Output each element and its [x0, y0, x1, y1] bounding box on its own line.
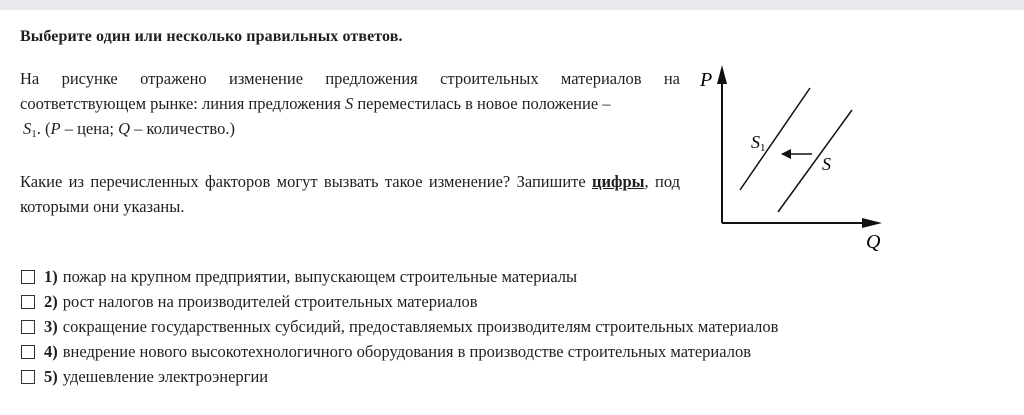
supply-curve-s	[778, 110, 852, 212]
s1-subscript: 1	[31, 128, 37, 140]
option-number: 5)	[44, 366, 58, 386]
option-4[interactable]	[21, 339, 778, 364]
option-2[interactable]	[21, 289, 778, 314]
p1-text-4: – цена;	[60, 119, 119, 138]
option-1-checkbox[interactable]	[21, 270, 35, 284]
supply-shift-graph	[692, 60, 892, 255]
y-axis-arrow-icon	[717, 65, 727, 84]
s-label: S	[822, 154, 831, 174]
option-5-checkbox[interactable]	[21, 370, 35, 384]
option-number: 4)	[44, 341, 58, 361]
question-paragraph-2	[20, 169, 680, 219]
y-axis-label: P	[700, 69, 713, 91]
option-5[interactable]	[21, 364, 778, 389]
question-paragraph-1	[20, 66, 680, 147]
p1-text: На рисунке отражено изменение предложения строительных материалов на соответствующем рынке: линия предложения	[20, 69, 680, 113]
option-3[interactable]	[21, 314, 778, 339]
option-number: 1)	[44, 266, 58, 286]
p1-text-5: – количество.)	[130, 119, 235, 138]
top-bar	[0, 0, 1024, 10]
task-instruction: Выберите один или несколько правильных ответов.	[20, 28, 403, 45]
option-1[interactable]	[21, 264, 778, 289]
p2-text-2: , под которыми они указаны.	[20, 172, 680, 216]
p2-text: Какие из перечисленных факторов могут вызвать такое изменение? Запишите	[20, 172, 593, 191]
option-text: удешевление электроэнергии	[62, 366, 269, 386]
p1-text-2: переместилась в новое положение –	[353, 94, 611, 113]
option-text: сокращение государственных субсидий, предоставляемых производителям строительных материалов	[62, 316, 779, 336]
option-2-checkbox[interactable]	[21, 295, 35, 309]
s-symbol: S	[344, 94, 354, 113]
s1-symbol: S	[23, 119, 32, 138]
option-4-checkbox[interactable]	[21, 345, 35, 359]
p-symbol: P	[50, 119, 61, 138]
option-number: 2)	[44, 291, 58, 311]
answer-options	[21, 264, 778, 389]
option-text: пожар на крупном предприятии, выпускающем строительные материалы	[62, 266, 578, 286]
option-text: внедрение нового высокотехнологичного оборудования в производстве строительных материалов	[62, 341, 751, 361]
emphasis-word: цифры	[592, 172, 645, 191]
x-axis-label: Q	[866, 231, 881, 253]
p1-text-3: . (	[36, 119, 51, 138]
q-symbol: Q	[118, 119, 131, 138]
option-text: рост налогов на производителей строительных материалов	[62, 291, 478, 311]
option-3-checkbox[interactable]	[21, 320, 35, 334]
option-number: 3)	[44, 316, 58, 336]
x-axis-arrow-icon	[862, 218, 882, 228]
s1-label: S1	[751, 132, 766, 154]
